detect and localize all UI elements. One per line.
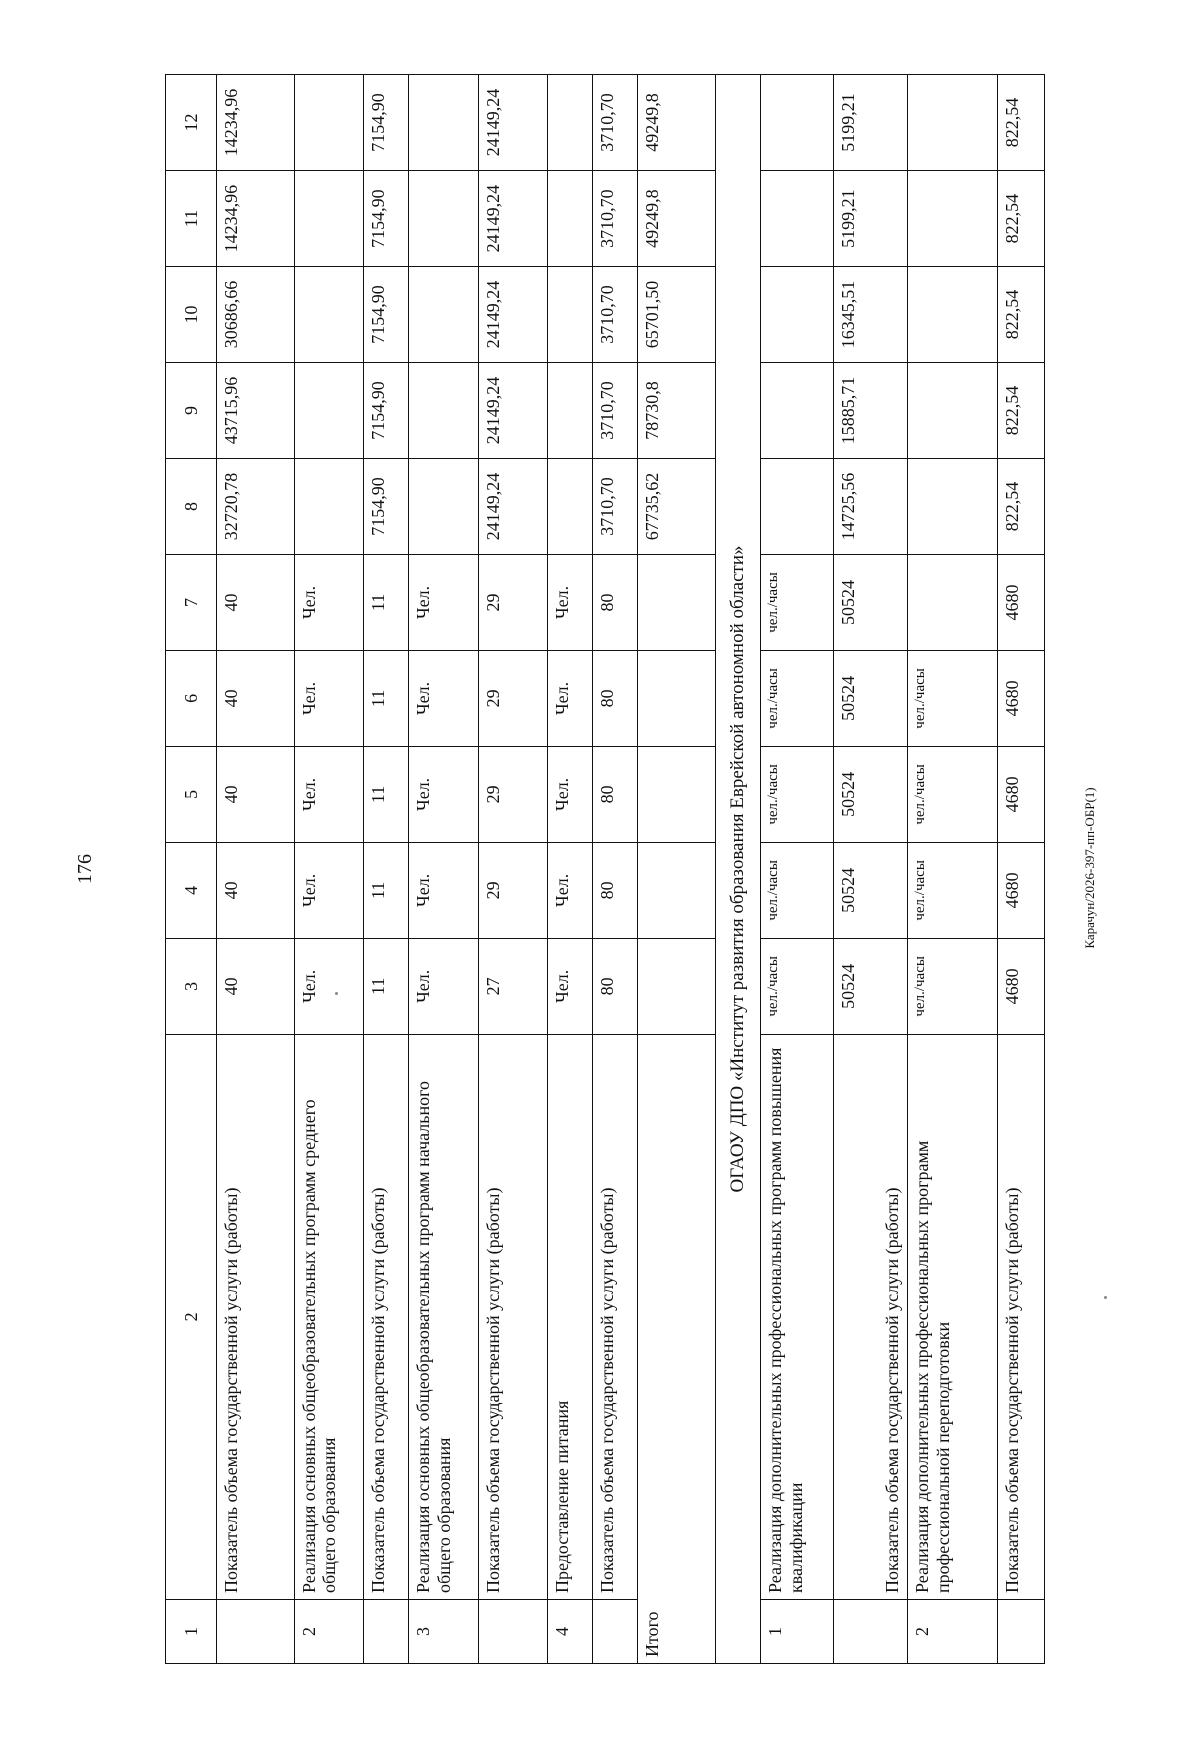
table-cell: 3710,70 <box>593 171 638 267</box>
row-description: Показатель объема государственной услуги (работы) <box>834 1034 908 1599</box>
column-header: 10 <box>166 267 217 363</box>
row-description: Предоставление питания <box>548 1034 593 1599</box>
table-row <box>478 75 548 1664</box>
table-cell <box>548 171 593 267</box>
table-cell: 29 <box>478 842 548 938</box>
table-cell: чел./часы <box>760 746 834 842</box>
table-cell: 50524 <box>834 554 908 650</box>
row-number <box>593 1600 638 1664</box>
row-number <box>217 1600 295 1664</box>
total-row <box>638 75 716 1664</box>
row-description: Показатель объема государственной услуги (работы) <box>364 1034 409 1599</box>
table-cell: Чел. <box>409 842 479 938</box>
table-cell <box>409 459 479 555</box>
table-cell: Чел. <box>409 650 479 746</box>
table-cell: 11 <box>364 842 409 938</box>
table-cell: 24149,24 <box>478 75 548 171</box>
table-cell <box>294 75 364 171</box>
table-cell: 40 <box>217 746 295 842</box>
total-label: Итого <box>638 1034 716 1663</box>
column-header: 12 <box>166 75 217 171</box>
budget-table <box>165 74 1045 1664</box>
table-cell: Чел. <box>409 938 479 1034</box>
table-cell: 49249,8 <box>638 171 716 267</box>
table-cell <box>760 267 834 363</box>
table-cell: Чел. <box>548 842 593 938</box>
table-cell: 65701,50 <box>638 267 716 363</box>
row-description: Показатель объема государственной услуги (работы) <box>997 1034 1044 1599</box>
table-cell: 40 <box>217 554 295 650</box>
table-row <box>364 75 409 1664</box>
table-cell <box>409 75 479 171</box>
table-cell: чел./часы <box>907 650 997 746</box>
table-cell: 4680 <box>997 842 1044 938</box>
row-description: Показатель объема государственной услуги (работы) <box>478 1034 548 1599</box>
table-cell <box>294 459 364 555</box>
table-cell <box>907 75 997 171</box>
table-cell <box>294 171 364 267</box>
column-header: 2 <box>166 1034 217 1599</box>
table-cell: 80 <box>593 842 638 938</box>
table-cell <box>548 267 593 363</box>
row-description: Показатель объема государственной услуги (работы) <box>217 1034 295 1599</box>
table-cell: 7154,90 <box>364 363 409 459</box>
table-cell: 67735,62 <box>638 459 716 555</box>
column-header: 4 <box>166 842 217 938</box>
row-number <box>364 1600 409 1664</box>
table-cell: 3710,70 <box>593 459 638 555</box>
table-row <box>997 75 1044 1664</box>
table-cell <box>294 267 364 363</box>
table-cell: 16345,51 <box>834 267 908 363</box>
row-number <box>997 1600 1044 1664</box>
table-cell: 80 <box>593 554 638 650</box>
row-number <box>478 1600 548 1664</box>
table-cell: 49249,8 <box>638 75 716 171</box>
table-cell: 24149,24 <box>478 459 548 555</box>
table-cell: Чел. <box>294 650 364 746</box>
table-cell: 822,54 <box>997 75 1044 171</box>
row-description: Реализация дополнительных профессиональных программ повышения квалификации <box>760 1034 834 1599</box>
table-cell: 3710,70 <box>593 267 638 363</box>
table-cell: 822,54 <box>997 459 1044 555</box>
table-cell <box>409 363 479 459</box>
table-cell: Чел. <box>409 554 479 650</box>
table-cell: чел./часы <box>760 650 834 746</box>
table-cell: Чел. <box>294 938 364 1034</box>
table-cell: чел./часы <box>907 746 997 842</box>
section-title: ОГАОУ ДПО «Институт развития образования Еврейской автономной области» <box>715 75 760 1664</box>
table-cell: 14725,56 <box>834 459 908 555</box>
column-header: 6 <box>166 650 217 746</box>
table-cell: чел./часы <box>760 938 834 1034</box>
table-cell: 27 <box>478 938 548 1034</box>
table-cell: 822,54 <box>997 171 1044 267</box>
table-cell: 40 <box>217 650 295 746</box>
column-header: 3 <box>166 938 217 1034</box>
row-number <box>834 1600 908 1664</box>
table-cell: 11 <box>364 938 409 1034</box>
table-cell: 50524 <box>834 938 908 1034</box>
table-cell: Чел. <box>294 554 364 650</box>
table-cell: Чел. <box>294 746 364 842</box>
table-row <box>409 75 479 1664</box>
table-row <box>217 75 295 1664</box>
table-row <box>760 75 834 1664</box>
table-cell: 5199,21 <box>834 171 908 267</box>
table-cell <box>907 363 997 459</box>
table-cell: 3710,70 <box>593 75 638 171</box>
table-cell: 29 <box>478 746 548 842</box>
row-description: Реализация основных общеобразовательных программ начального общего образования <box>409 1034 479 1599</box>
table-cell: 50524 <box>834 842 908 938</box>
row-number: 2 <box>907 1600 997 1664</box>
table-cell: 29 <box>478 554 548 650</box>
table-row <box>907 75 997 1664</box>
row-description: Реализация дополнительных профессиональных программ профессиональной переподготовки <box>907 1034 997 1599</box>
column-header: 1 <box>166 1600 217 1664</box>
table-cell: 50524 <box>834 650 908 746</box>
header-row <box>166 75 217 1664</box>
table-cell <box>907 554 997 650</box>
table-cell <box>294 363 364 459</box>
table-cell: 11 <box>364 650 409 746</box>
table-cell: Чел. <box>294 842 364 938</box>
table-cell <box>907 267 997 363</box>
table-cell: чел./часы <box>760 554 834 650</box>
table-cell: 4680 <box>997 938 1044 1034</box>
table-cell: 822,54 <box>997 363 1044 459</box>
row-description: Показатель объема государственной услуги (работы) <box>593 1034 638 1599</box>
table-cell <box>760 363 834 459</box>
table-cell: 4680 <box>997 554 1044 650</box>
table-cell <box>548 459 593 555</box>
table-cell: Чел. <box>548 746 593 842</box>
table-cell: 11 <box>364 554 409 650</box>
table-cell: чел./часы <box>907 938 997 1034</box>
table-cell <box>760 171 834 267</box>
table-cell: Чел. <box>548 938 593 1034</box>
column-header: 9 <box>166 363 217 459</box>
table-cell: 80 <box>593 938 638 1034</box>
table-cell: 24149,24 <box>478 363 548 459</box>
table-cell: 24149,24 <box>478 171 548 267</box>
document-code: Карачун/2026-397-пп-ОБР(1) <box>1082 787 1097 949</box>
table-cell: 7154,90 <box>364 459 409 555</box>
table-cell: Чел. <box>548 650 593 746</box>
table-cell: 14234,96 <box>217 171 295 267</box>
table-cell: 4680 <box>997 746 1044 842</box>
table-cell <box>638 938 716 1034</box>
table-cell: 78730,8 <box>638 363 716 459</box>
table-cell <box>548 363 593 459</box>
table-cell: 5199,21 <box>834 75 908 171</box>
table-cell: Чел. <box>409 746 479 842</box>
table-cell: 15885,71 <box>834 363 908 459</box>
table-cell: 29 <box>478 650 548 746</box>
table-cell: 40 <box>217 938 295 1034</box>
table-cell <box>638 746 716 842</box>
table-cell: 43715,96 <box>217 363 295 459</box>
table-cell: 822,54 <box>997 267 1044 363</box>
table-cell: 11 <box>364 746 409 842</box>
table-cell: 14234,96 <box>217 75 295 171</box>
table-row <box>294 75 364 1664</box>
table-cell: 7154,90 <box>364 75 409 171</box>
page-number: 176 <box>74 854 96 884</box>
table-cell: 80 <box>593 746 638 842</box>
table-cell: чел./часы <box>760 842 834 938</box>
table-cell <box>907 171 997 267</box>
row-number: 3 <box>409 1600 479 1664</box>
row-number: 1 <box>760 1600 834 1664</box>
table-cell <box>760 459 834 555</box>
table-cell <box>548 75 593 171</box>
row-number: 2 <box>294 1600 364 1664</box>
table-cell <box>907 459 997 555</box>
table-row <box>548 75 593 1664</box>
section-row <box>715 75 760 1664</box>
table-cell: 40 <box>217 842 295 938</box>
table-cell: Чел. <box>548 554 593 650</box>
table-cell: 7154,90 <box>364 267 409 363</box>
table-cell <box>638 650 716 746</box>
table-cell: 4680 <box>997 650 1044 746</box>
table-cell: 30686,66 <box>217 267 295 363</box>
table-cell: 24149,24 <box>478 267 548 363</box>
scan-artifact <box>1104 1296 1107 1299</box>
table-cell: чел./часы <box>907 842 997 938</box>
table-cell <box>638 554 716 650</box>
table-cell <box>638 842 716 938</box>
row-number: 4 <box>548 1600 593 1664</box>
budget-table-rotated <box>165 74 1045 1664</box>
column-header: 5 <box>166 746 217 842</box>
table-cell: 3710,70 <box>593 363 638 459</box>
column-header: 7 <box>166 554 217 650</box>
table-row <box>593 75 638 1664</box>
row-description: Реализация основных общеобразовательных программ среднего общего образования <box>294 1034 364 1599</box>
table-cell: 80 <box>593 650 638 746</box>
table-cell <box>409 171 479 267</box>
table-cell: 32720,78 <box>217 459 295 555</box>
table-row <box>834 75 908 1664</box>
table-cell <box>409 267 479 363</box>
column-header: 11 <box>166 171 217 267</box>
table-cell: 50524 <box>834 746 908 842</box>
table-cell: 7154,90 <box>364 171 409 267</box>
table-cell <box>760 75 834 171</box>
column-header: 8 <box>166 459 217 555</box>
